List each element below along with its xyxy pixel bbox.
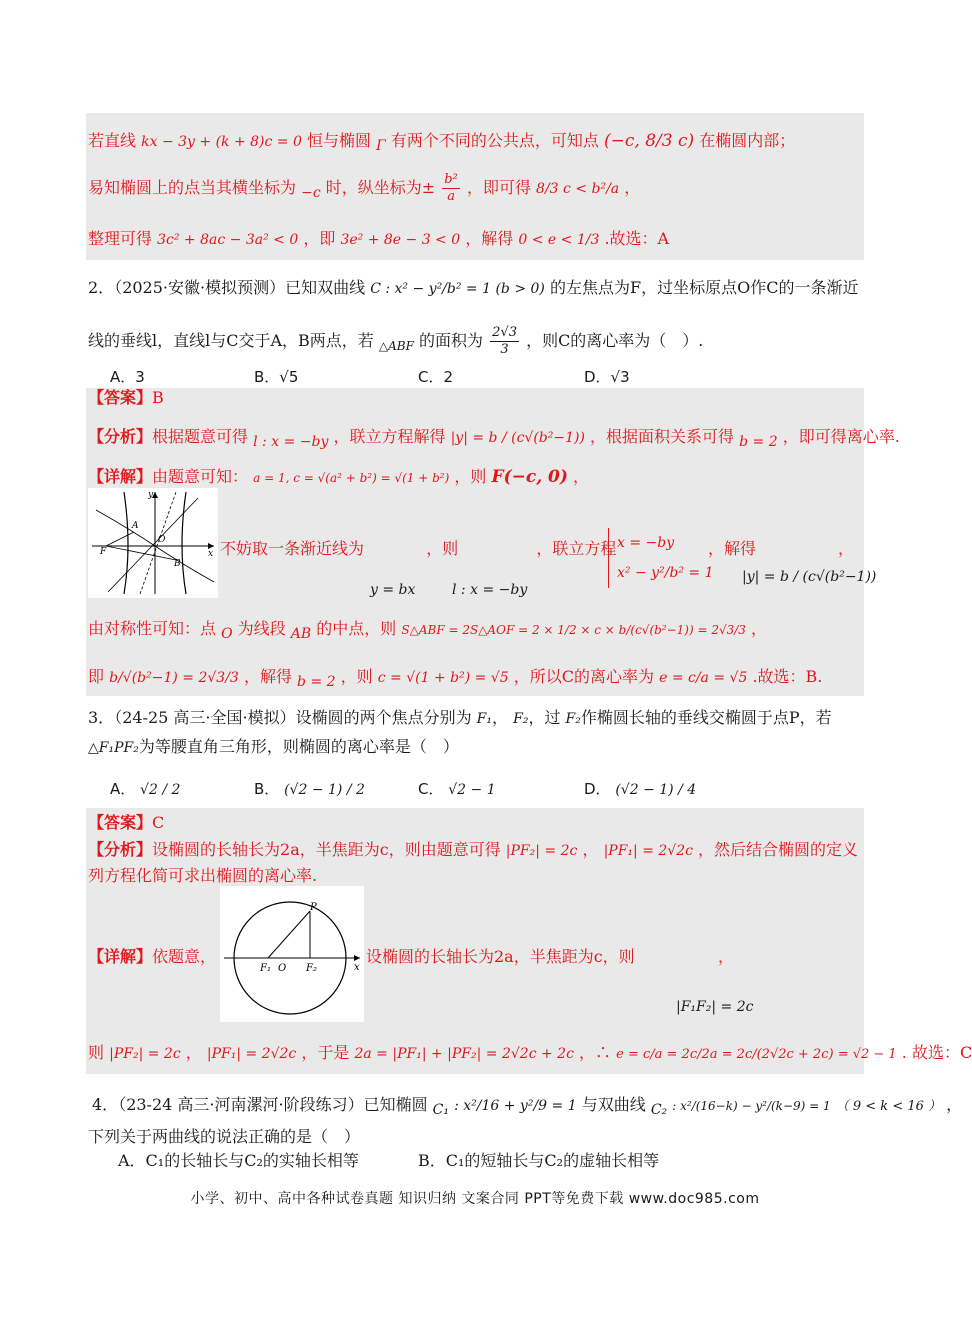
q2-detail-solve: ，解得 bbox=[708, 539, 757, 558]
q3-detail-line1-left: 【详解】依题意， bbox=[88, 947, 217, 966]
q2-detail-line1: 【详解】由题意可知： a = 1, c = √(a² + b²) = √(1 + b²) ，则 F(−c, 0) ， bbox=[88, 467, 590, 487]
q3-detail-line2: 则 |PF₂| = 2c ， |PF₁| = 2√2c ，于是 2a = |PF₁| + |PF₂| = 2√2c + 2c ，∴ e = c/a = 2c/2a = 2c/(2√2c + 2c) = √2 − 1 . 故选：C bbox=[88, 1043, 972, 1062]
q2-fig-o-label: O bbox=[158, 535, 166, 545]
q2-hyperbola-figure bbox=[88, 488, 218, 598]
q4-stem-line2: 下列关于两曲线的说法正确的是（ ） bbox=[88, 1127, 361, 1146]
q3-fig-o-label: O bbox=[278, 963, 287, 974]
q2-fig-f-label: F bbox=[100, 547, 107, 557]
q4-stem-line1: 4．（23-24 高三·河南漯河·阶段练习）已知椭圆 $_{C_1}$ : x²/16 + y²/9 = 1 与双曲线 $_{C_2}$ : x²/(16−k) − y²/(k−9) = 1 （ 9 < k < 16 ） ， bbox=[92, 1095, 963, 1119]
q3-option-b[interactable]: B． (√2 − 1) / 2 bbox=[254, 780, 365, 798]
q2-stem-line2: 线的垂线l，直线l与C交于A，B两点，若 $_{\triangle ABF}$ 的面积为 $\frac{2√3}{3}$ ，则C的离心率为（ ）. bbox=[88, 325, 704, 357]
q2-detail-line4: 即 b/√(b²−1) = 2√3/3 ，解得 $_{b = 2}$ ，则 c = √(1 + b²) = √5 ，所以C的离心率为 e = c/a = √5 .故选：B. bbox=[88, 667, 823, 691]
page-footer: 小学、初中、高中各种试卷真题 知识归纳 文案合同 PPT等免费下载 www.doc985.com bbox=[190, 1191, 760, 1207]
q3-answer: 【答案】C bbox=[88, 813, 165, 832]
q2-fig-b-label: B bbox=[174, 559, 181, 569]
q3-detail-line1-right: 设椭圆的长轴长为2a，半焦距为c，则 bbox=[366, 947, 635, 966]
q3-stem-line1: 3．（24-25 高三·全国·模拟）设椭圆的两个焦点分别为 F₁， F₂，过 F₂作椭圆长轴的垂线交椭圆于点P，若 bbox=[88, 708, 832, 727]
q3-fig-p-label: P bbox=[310, 902, 317, 913]
q3-analysis-line1: 【分析】设椭圆的长轴长为2a，半焦距为c，则由题意可得 |PF₂| = 2c ， |PF₁| = 2√2c ，然后结合椭圆的定义 bbox=[88, 840, 859, 859]
q2-fig-a-label: A bbox=[132, 521, 139, 531]
q3-ellipse-figure bbox=[220, 886, 364, 1022]
q2-fig-x-label: x bbox=[208, 549, 214, 559]
q2-option-d[interactable]: D．√3 bbox=[584, 368, 630, 386]
q2-analysis: 【分析】根据题意可得 $_{l : x = -by}$ ，联立方程解得 |y| = b / (c√(b²−1)) ，根据面积关系可得 $_{b = 2}$ ，即可得离心率. bbox=[88, 427, 900, 451]
q3-detail-f1f2: |F₁F₂| = 2c bbox=[676, 999, 754, 1015]
q4-option-b[interactable]: B．C₁的短轴长与C₂的虚轴长相等 bbox=[418, 1151, 660, 1170]
block1-line2: 易知椭圆上的点当其横坐标为 $_{-c}$ 时，纵坐标为± $\frac{\text{b²}}{a}$ ，即可得 8/3 c < b²/a ， bbox=[88, 172, 641, 204]
q3-detail-comma: ， bbox=[718, 947, 735, 966]
q2-system: x = −by x² − y²/b² = 1 bbox=[608, 528, 714, 588]
q3-option-d[interactable]: D． (√2 − 1) / 4 bbox=[584, 780, 697, 798]
q3-analysis-line2: 列方程化简可求出椭圆的离心率. bbox=[88, 866, 318, 885]
q2-detail-line3: 由对称性可知：点 $_O$ 为线段 $_{AB}$ 的中点，则 S△ABF = 2S△AOF = 2 × 1/2 × c × b/(c√(b²−1)) = 2√3/3 ， bbox=[88, 619, 768, 643]
q3-option-c[interactable]: C． √2 − 1 bbox=[418, 780, 496, 798]
q2-answer: 【答案】B bbox=[88, 388, 164, 407]
q3-fig-x-label: x bbox=[354, 962, 360, 973]
q2-detail-comma: ， bbox=[838, 539, 855, 558]
q3-option-a[interactable]: A． √2 / 2 bbox=[110, 780, 181, 798]
q3-fig-f1-label: F₁ bbox=[260, 963, 271, 974]
block1-line3: 整理可得 3c² + 8ac − 3a² < 0 ，即 3e² + 8e − 3 < 0 ，解得 0 < e < 1/3 .故选：A bbox=[88, 229, 670, 248]
q2-asymptote: y = bx bbox=[370, 582, 416, 598]
q2-option-a[interactable]: A．3 bbox=[110, 368, 145, 386]
q2-detail-line2: 不妨取一条渐近线为 ，则 ，联立方程 bbox=[220, 539, 617, 558]
q2-perpendicular: l : x = −by bbox=[452, 582, 528, 598]
q3-stem-line2: △F₁PF₂为等腰直角三角形，则椭圆的离心率是（ ） bbox=[88, 737, 459, 756]
q3-fig-f2-label: F₂ bbox=[306, 963, 317, 974]
block1-line1: 若直线 kx − 3y + (k + 8)c = 0 恒与椭圆 $_\Gamma$ 有两个不同的公共点，可知点 (−c, 8/3 c) 在椭圆内部； bbox=[88, 131, 796, 155]
q2-fig-y-label: y bbox=[148, 490, 154, 500]
q2-option-b[interactable]: B．√5 bbox=[254, 368, 299, 386]
q2-option-c[interactable]: C．2 bbox=[418, 368, 454, 386]
q4-option-a[interactable]: A．C₁的长轴长与C₂的实轴长相等 bbox=[118, 1151, 359, 1170]
q2-solution-y: |y| = b / (c√(b²−1)) bbox=[742, 569, 877, 585]
q2-stem-line1: 2．（2025·安徽·模拟预测）已知双曲线 C : x² − y²/b² = 1 (b > 0) 的左焦点为F，过坐标原点O作C的一条渐近 bbox=[88, 278, 859, 297]
